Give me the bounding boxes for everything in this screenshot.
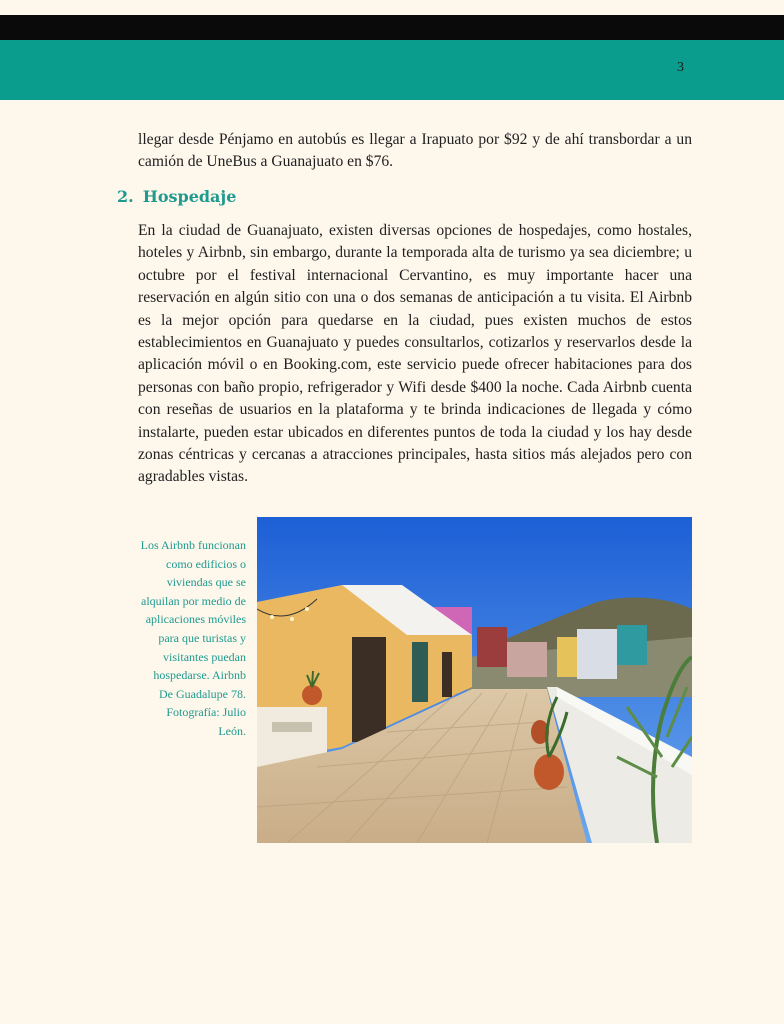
terrace-illustration: [257, 517, 692, 843]
page-number: 3: [677, 60, 684, 75]
top-black-bar: [0, 15, 784, 40]
section-number: 2.: [117, 187, 134, 206]
intro-paragraph: llegar desde Pénjamo en autobús es llegar a Irapuato por $92 y de ahí transbordar a un camión de UneBus a Guanajuato en $76.: [138, 131, 692, 171]
section-heading: [117, 187, 236, 206]
photo-caption: Los Airbnb funcionan como edificios o viviendas que se alquilan por medio de aplicaciones móviles para que turistas y visitantes puedan hospedarse. Airbnb De Guadalupe 78. Fotografía: Julio León.: [140, 538, 246, 738]
header-band: [0, 40, 784, 100]
airbnb-terrace-photo: [257, 517, 692, 843]
section-title: Hospedaje: [142, 187, 237, 206]
body-paragraph: En la ciudad de Guanajuato, existen diversas opciones de hospedajes, como hostales, hoteles y Airbnb, sin embargo, durante la temporada alta de turismo ya sea diciembre; u octubre por el festival internacional Cervantino, es muy importante hacer una reservación en algún sitio con una o dos semanas de anticipación a tu visita. El Airbnb es la mejor opción para quedarse en la ciudad, pues existen muchos de estos establecimientos en Guanajuato y puedes consultarlos, cotizarlos y reservarlos desde la aplicación móvil o en Booking.com, este servicio puede ofrecer habitaciones para dos personas con baño propio, refrigerador y Wifi desde $400 la noche. Cada Airbnb cuenta con reseñas de usuarios en la plataforma y te brinda indicaciones de llegada y cómo instalarte, pueden estar ubicados en diferentes puntos de toda la ciudad y los hay desde zonas céntricas y cercanas a atracciones principales, hasta sitios más alejados pero con agradables vistas.: [138, 222, 692, 486]
